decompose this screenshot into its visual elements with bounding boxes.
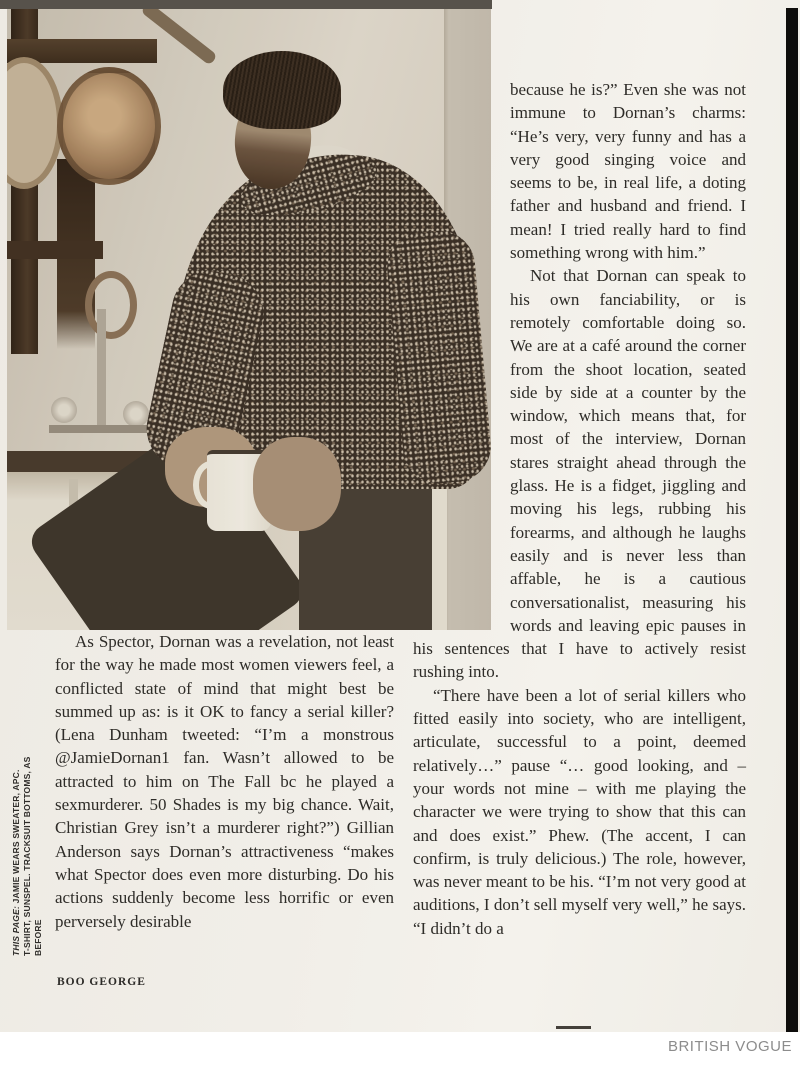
- article-left-column: [55, 630, 394, 933]
- photo-counter-edge: [7, 451, 175, 474]
- photo-pan-handle: [140, 9, 217, 66]
- photo-face: [230, 87, 316, 192]
- brand-footer: BRITISH VOGUE: [667, 1038, 792, 1055]
- photo-wood-plank: [11, 9, 38, 354]
- article-right-column: [413, 78, 746, 940]
- scan-right-edge-bar: [786, 8, 798, 1032]
- photo-sink-basin: [7, 472, 153, 630]
- photo-wood-crossbar: [7, 241, 103, 259]
- photo-mug-handle: [193, 461, 229, 509]
- paragraph: because he is?” Even she was not immune to Dornan’s charms: “He’s very, very funny and has a very good singing voice and seems to be, in real life, a doting father and husband and friend. I mean! I tried really hard to find something wrong with him.”: [510, 80, 746, 263]
- fashion-credit-caption: [11, 742, 44, 956]
- caption-line-2: T-SHIRT, SUNSPEL. TRACKSUIT BOTTOMS, AS BEFORE: [22, 756, 43, 956]
- photo-pan-small: [7, 57, 63, 189]
- photo-sweater-neckline: [235, 143, 383, 227]
- photo-pan-large: [57, 67, 161, 185]
- caption-line-1-text: JAMIE WEARS SWEATER, APC.: [11, 769, 21, 906]
- photo-hook-ring: [85, 271, 137, 339]
- photo-text-wrap-spacer: [413, 78, 510, 631]
- photographer-credit: BOO GEORGE: [57, 976, 146, 988]
- photo-wood-post: [57, 159, 95, 349]
- photo-hand-left: [165, 427, 257, 507]
- scan-top-band: [0, 0, 492, 9]
- photo-wood-beam: [7, 39, 157, 63]
- photo-mug: [207, 450, 271, 531]
- photo-hand-right: [253, 437, 341, 531]
- photo-hair: [223, 51, 341, 129]
- photo-tee-collar: [260, 136, 366, 212]
- photo-tap-pipe-bar: [49, 425, 153, 433]
- photo-trouser-left-leg: [25, 423, 309, 630]
- paragraph: As Spector, Dornan was a revelation, not least for the way he made most women viewers feel, a conflicted state of mind that might best be summed up as: is it OK to fancy a serial killer? (Lena Dunham tweeted: “I’m a monstrous @JamieDornan1 fan. Wasn’t allowed to be attracted to him on The Fall bc he played a sexmurderer. 50 Shades is my big chance. Wait, Christian Grey isn’t a murderer right?”) Gillian Anderson says Dornan’s attractiveness “makes what Spector does even more disturbing. Do his actions suddenly become less horrific or even perversely desirable: [55, 632, 394, 931]
- photo-sweater-left-sleeve: [139, 264, 271, 479]
- caption-line-1: [11, 742, 22, 956]
- caption-prefix: THIS PAGE:: [11, 905, 21, 956]
- photo-tap-right: [123, 401, 149, 427]
- page-rule-marker: [556, 1026, 591, 1029]
- photo-sink-divider: [69, 479, 78, 571]
- paragraph: “There have been a lot of serial killers who fitted easily into society, who are intelligent, articulate, successful to a point, deemed relatively…” pause “… good looking, and – your words not mine – with me playing the character we were trying to show that this can and does exist.” Phew. (The accent, I can confirm, is truly delicious.) The role, however, was never meant to be his. “I’m not very good at auditions, I don’t sell myself very well,” he says. “I didn’t do a: [413, 685, 746, 938]
- paragraph: Not that Dornan can speak to his own fanciability, or is remotely comfortable doing so. We are at a café around the corner from the shoot location, seated side by side at a counter by the window, which means that, for most of the interview, Dornan stares straight ahead through the glass. He is a fidget, jiggling and moving his legs, rubbing his forearms, and although he laughs easily and is never less than affable, he is a cautious conversationalist, measuring his words and leaving epic pauses in his sentences that I have to actively resist rushing into.: [413, 266, 746, 682]
- photo-tap-pipe: [97, 309, 106, 429]
- photo-tap-left: [51, 397, 77, 423]
